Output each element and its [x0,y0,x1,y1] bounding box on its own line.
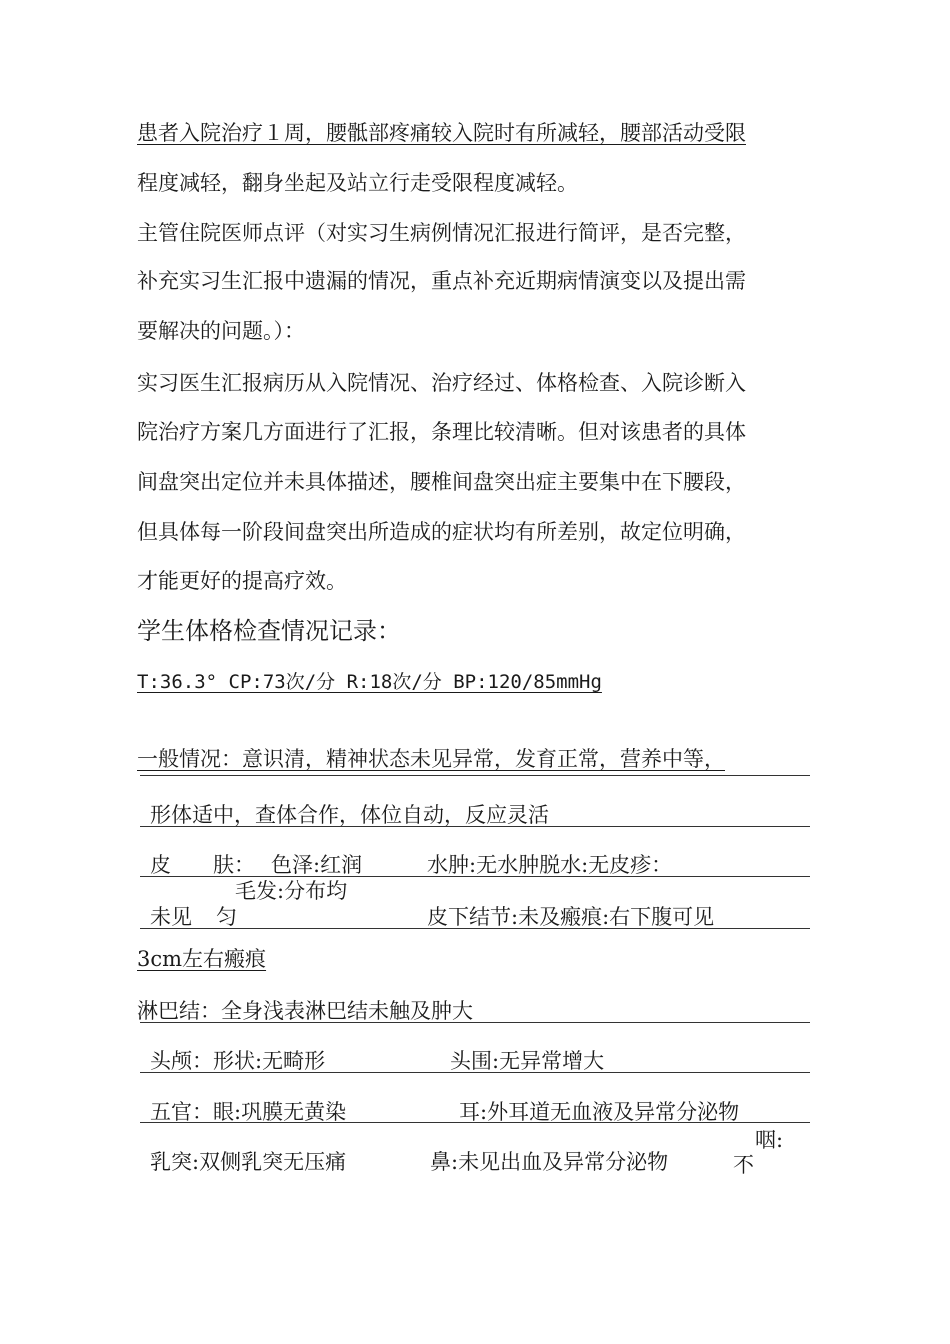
skin-edema: 水肿:无水肿脱水:无皮疹： [427,853,673,877]
head-circumference: 头围:无异常增大 [450,1049,605,1073]
form-line [140,928,810,929]
progress-note-line-2: 程度减轻，翻身坐起及站立行走受限程度减轻。 [137,171,578,195]
resident-review-line-2: 补充实习生汇报中遗漏的情况，重点补充近期病情演变以及提出需 [137,269,746,293]
review-comment-line-3: 间盘突出定位并未具体描述，腰椎间盘突出症主要集中在下腰段， [137,470,746,494]
eyes: 五官：眼:巩膜无黄染 [150,1100,347,1124]
hair-continued-b: 匀 [216,905,237,929]
form-line [140,1072,810,1073]
scar-description: 3cm左右瘢痕 [137,947,267,971]
head-shape: 头颅：形状:无畸形 [150,1049,326,1073]
review-comment-line-2: 院治疗方案几方面进行了汇报，条理比较清晰。但对该患者的具体 [137,420,746,444]
general-condition-line-2: 形体适中，查体合作，体位自动，反应灵活 [150,803,549,827]
general-condition-line-1: 一般情况：意识清，精神状态未见异常，发育正常，营养中等， [137,747,725,771]
review-comment-line-4: 但具体每一阶段间盘突出所造成的症状均有所差别，故定位明确， [137,520,746,544]
hair-continued-a: 未见 [150,905,192,929]
lymph-nodes: 淋巴结：全身浅表淋巴结未触及肿大 [137,999,473,1023]
vital-signs: T:36.3° CP:73次/分 R:18次/分 BP:120/85mmHg [137,671,602,693]
ears: 耳:外耳道无血液及异常分泌物 [459,1100,740,1124]
throat-continued: 不 [733,1153,754,1177]
skin-label: 皮 肤： [150,853,255,877]
skin-color: 色泽:红润 [271,853,363,877]
form-line [140,826,810,827]
throat-label: 咽: [755,1128,784,1152]
subcutaneous-nodule: 皮下结节:未及瘢痕:右下腹可见 [427,905,715,929]
review-comment-line-1: 实习医生汇报病历从入院情况、治疗经过、体格检查、入院诊断入 [137,371,746,395]
form-line [140,1022,810,1023]
form-line [140,1122,810,1123]
hair-label: 毛发:分布均 [235,879,348,903]
section-title: 学生体格检查情况记录： [137,617,401,645]
nose: 鼻:未见出血及异常分泌物 [430,1150,669,1174]
mastoid: 乳突:双侧乳突无压痛 [150,1150,347,1174]
resident-review-line-3: 要解决的问题。）： [137,319,305,343]
form-line [140,775,810,776]
progress-note-line-1: 患者入院治疗１周，腰骶部疼痛较入院时有所减轻，腰部活动受限 [137,121,746,145]
resident-review-line-1: 主管住院医师点评（对实习生病例情况汇报进行简评，是否完整， [137,221,746,245]
review-comment-line-5: 才能更好的提高疗效。 [137,569,347,593]
